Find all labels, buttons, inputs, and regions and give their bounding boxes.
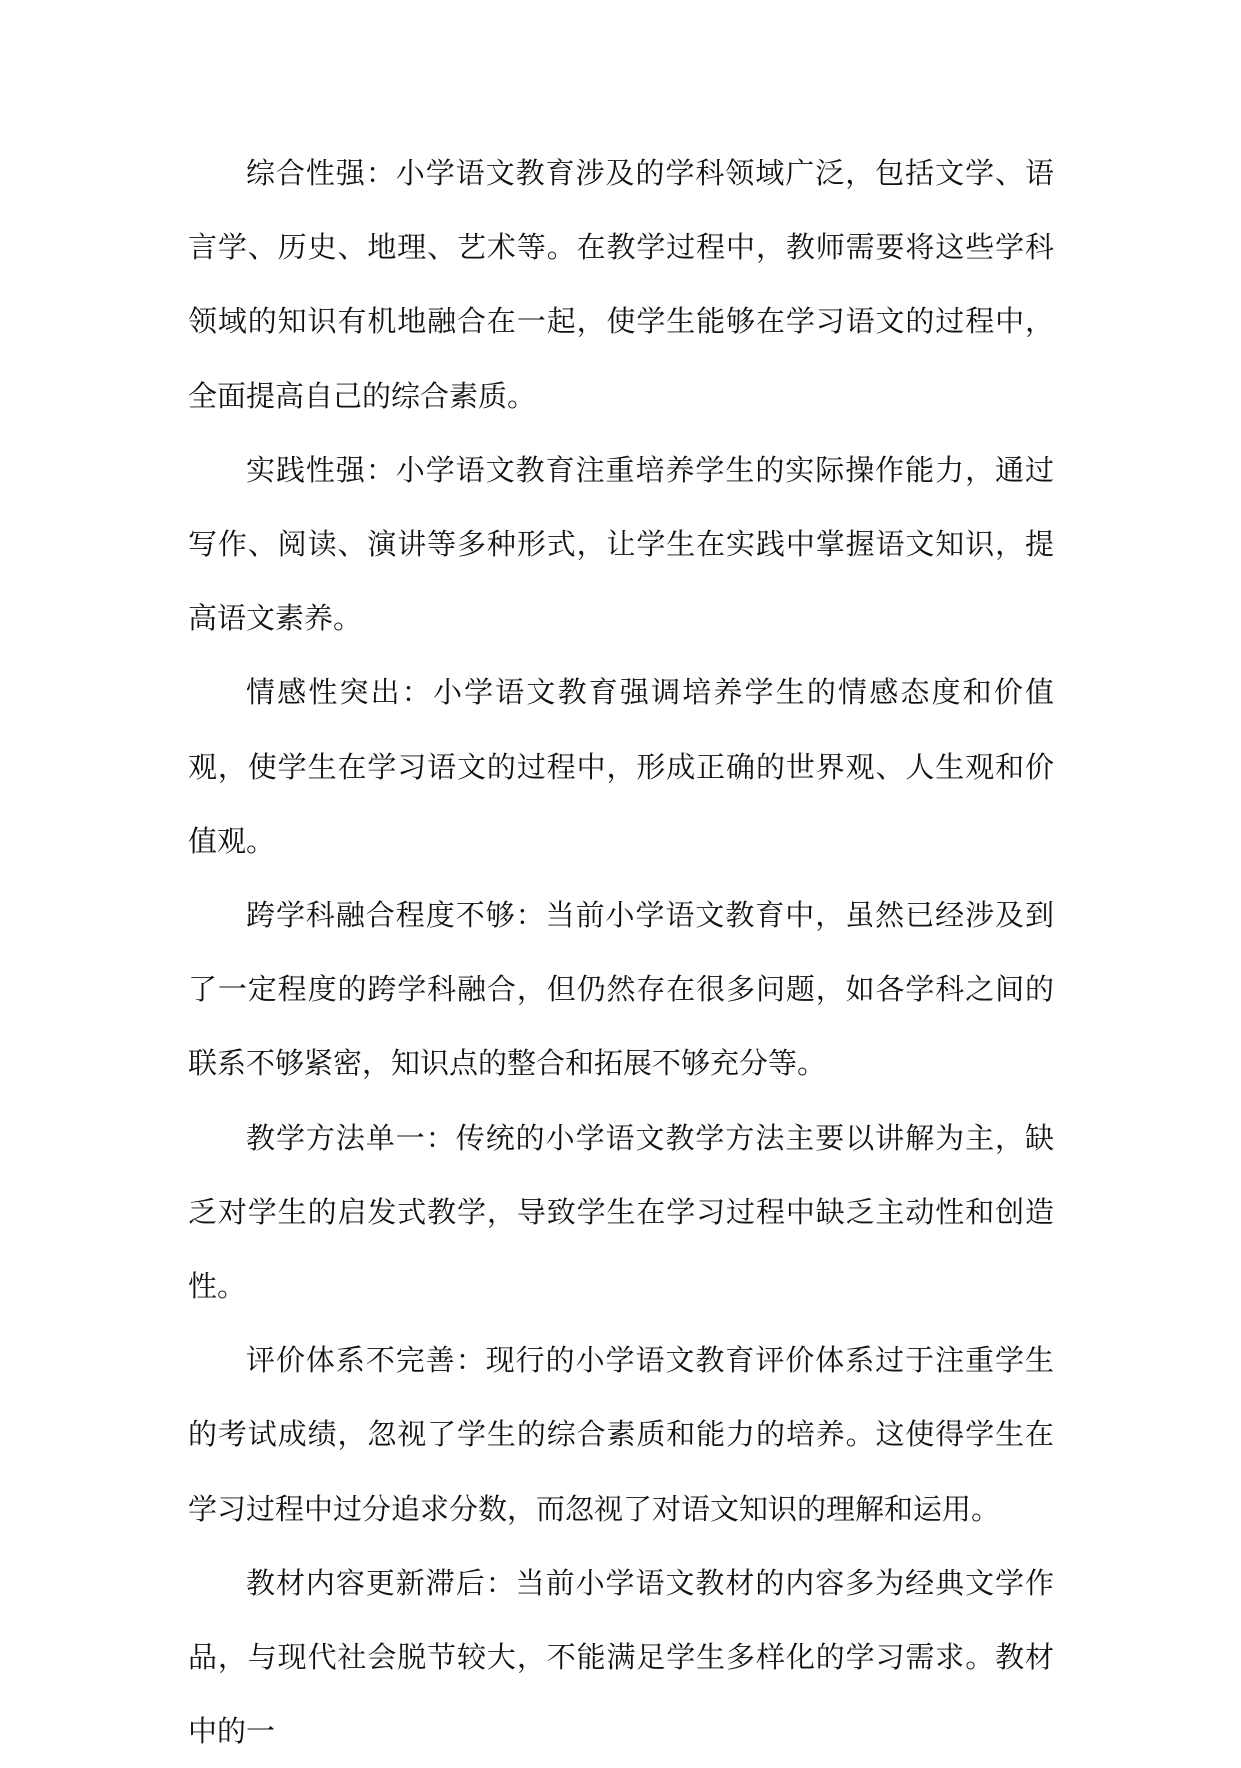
paragraph-practical: 实践性强：小学语文教育注重培养学生的实际操作能力，通过写作、阅读、演讲等多种形式，让学生在实践中掌握语文知识，提高语文素养。 [188,452,1054,636]
paragraph-interdisciplinary: 跨学科融合程度不够：当前小学语文教育中，虽然已经涉及到了一定程度的跨学科融合，但仍然存在很多问题，如各学科之间的联系不够紧密，知识点的整合和拓展不够充分等。 [188,898,1054,1081]
paragraph-comprehensive: 综合性强：小学语文教育涉及的学科领域广泛，包括文学、语言学、历史、地理、艺术等。在教学过程中，教师需要将这些学科领域的知识有机地融合在一起，使学生能够在学习语文的过程中，全面提高自己的综合素质。 [188,156,1054,413]
paragraph-evaluation-system: 评价体系不完善：现行的小学语文教育评价体系过于注重学生的考试成绩，忽视了学生的综合素质和能力的培养。这使得学生在学习过程中过分追求分数，而忽视了对语文知识的理解和运用。 [188,1343,1054,1526]
paragraph-teaching-method: 教学方法单一：传统的小学语文教学方法主要以讲解为主，缺乏对学生的启发式教学，导致学生在学习过程中缺乏主动性和创造性。 [188,1120,1054,1304]
paragraph-textbook-content: 教材内容更新滞后：当前小学语文教材的内容多为经典文学作品，与现代社会脱节较大，不能满足学生多样化的学习需求。教材中的一 [188,1565,1054,1749]
paragraph-emotional: 情感性突出：小学语文教育强调培养学生的情感态度和价值观，使学生在学习语文的过程中，形成正确的世界观、人生观和价值观。 [188,675,1054,858]
document-body [188,136,1054,1768]
